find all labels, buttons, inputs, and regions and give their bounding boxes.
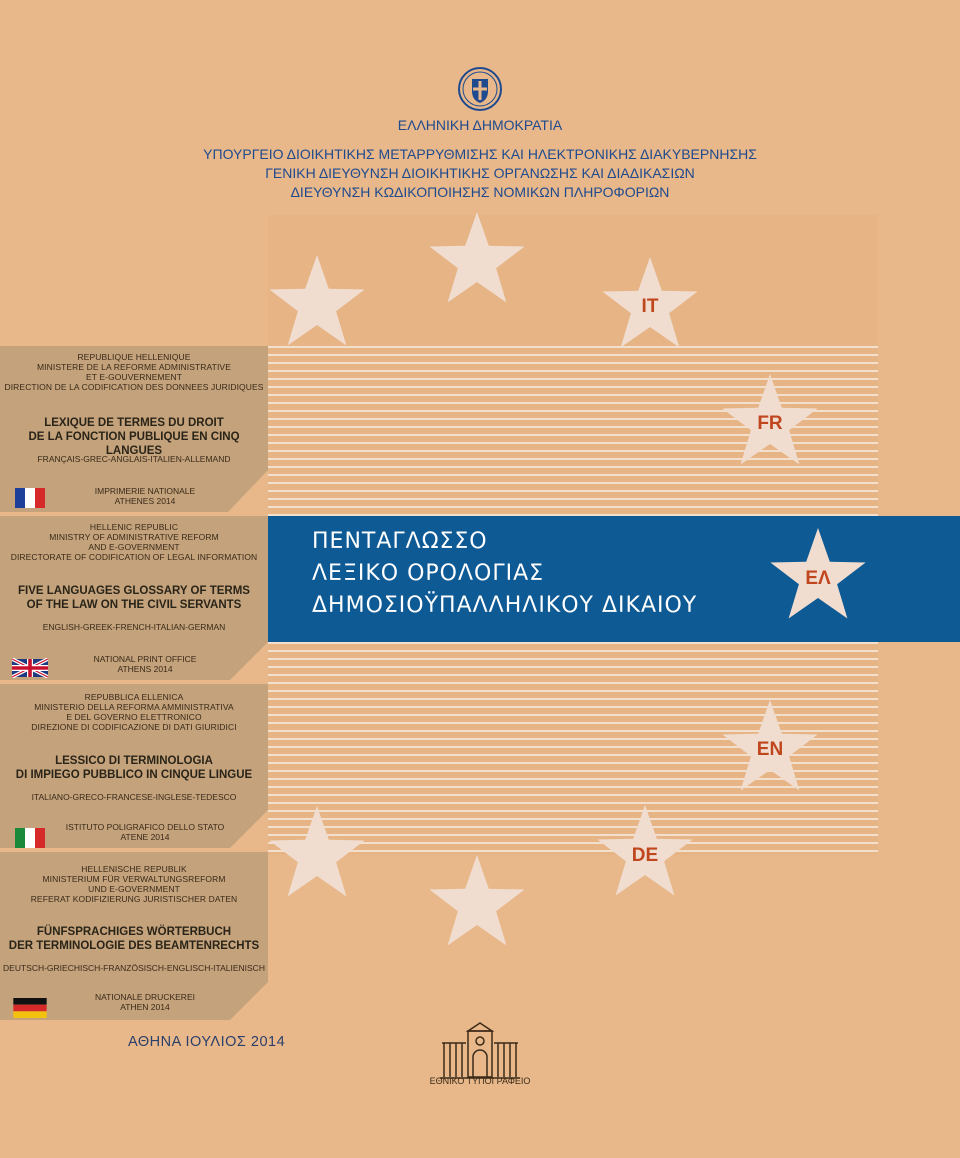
printer-line: ATHENS 2014 [117,664,173,674]
agency-line: DIREZIONE DI CODIFICAZIONE DI DATI GIURIDICI [31,722,237,732]
star-icon [269,255,364,346]
panel-languages: FRANÇAIS-GREC-ANGLAIS-ITALIEN-ALLEMAND [37,454,231,464]
star-label-fr: FR [757,413,783,434]
banner-line: ΛΕΞΙΚΟ ΟΡΟΛΟΓΙΑΣ [312,561,545,586]
agency-line: HELLENIC REPUBLIC [89,522,179,532]
banner-line: ΔΗΜΟΣΙΟΫΠΑΛΛΗΛΙΚΟΥ ΔΙΚΑΙΟΥ [312,593,698,618]
panel-languages: DEUTSCH-GRIECHISCH-FRANZÖSISCH-ENGLISCH-ITALIENISCH [3,963,265,973]
title-line: DER TERMINOLOGIE DES BEAMTENRECHTS [8,940,260,952]
agency-line: REPUBBLICA ELLENICA [84,692,184,702]
title-line: OF THE LAW ON THE CIVIL SERVANTS [26,599,242,611]
header-line: ΥΠΟΥΡΓΕΙΟ ΔΙΟΙΚΗΤΙΚΗΣ ΜΕΤΑΡΡΥΘΜΙΣΗΣ ΚΑΙ ΗΛΕΚΤΡΟΝΙΚΗΣ ΔΙΑΚΥΒΕΡΝΗΣΗΣ [203,146,757,162]
printer-logo-label: ΕΘΝΙΚΟ ΤΥΠΟΓΡΑΦΕΙΟ [429,1076,531,1086]
agency-line: DIRECTION DE LA CODIFICATION DES DONNEES JURIDIQUES [4,382,264,392]
star-icon [429,855,524,946]
printer-line: IMPRIMERIE NATIONALE [94,486,196,496]
header-line: ΔΙΕΥΘΥΝΣΗ ΚΩΔΙΚΟΠΟΙΗΣΗΣ ΝΟΜΙΚΩΝ ΠΛΗΡΟΦΟΡΙΩΝ [290,184,670,200]
title-line: DI IMPIEGO PUBBLICO IN CINQUE LINGUE [15,769,253,781]
agency-line: MINISTERE DE LA REFORME ADMINISTRATIVE [37,362,231,372]
title-line: LESSICO DI TERMINOLOGIA [55,755,213,767]
star-label-el: ΕΛ [805,568,831,589]
star-label-it: IT [641,296,659,317]
agency-line: UND E-GOVERNMENT [88,884,180,894]
agency-line: REFERAT KODIFIZIERUNG JURISTISCHER DATEN [30,894,238,904]
panel-languages: ITALIANO-GRECO-FRANCESE-INGLESE-TEDESCO [31,792,237,802]
printer-line: NATIONAL PRINT OFFICE [93,654,197,664]
title-line: FIVE LANGUAGES GLOSSARY OF TERMS [18,585,250,597]
printer-line: ISTITUTO POLIGRAFICO DELLO STATO [65,822,225,832]
header-line: ΓΕΝΙΚΗ ΔΙΕΥΘΥΝΣΗ ΔΙΟΙΚΗΤΙΚΗΣ ΟΡΓΑΝΩΣΗΣ ΚΑΙ ΔΙΑΔΙΚΑΣΙΩΝ [265,165,695,181]
banner-line: ΠΕΝΤΑΓΛΩΣΣΟ [312,529,488,554]
star-label-en: EN [756,739,784,760]
agency-line: AND E-GOVERNMENT [88,542,180,552]
header-line: ΕΛΛΗΝΙΚΗ ΔΗΜΟΚΡΑΤΙΑ [397,117,563,133]
agency-line: HELLENISCHE REPUBLIK [81,864,187,874]
agency-line: MINISTERIO DELLA REFORMA AMMINISTRATIVA [34,702,234,712]
printer-line: NATIONALE DRUCKEREI [95,992,195,1002]
printer-line: ATENE 2014 [120,832,170,842]
title-line: FÜNFSPRACHIGES WÖRTERBUCH [36,926,232,938]
title-line: DE LA FONCTION PUBLIQUE EN CINQ LANGUES [28,431,240,457]
printer-line: ATHEN 2014 [120,1002,170,1012]
star-label-de: DE [631,845,659,866]
star-icon [269,806,364,897]
panel-languages: ENGLISH-GREEK-FRENCH-ITALIAN-GERMAN [42,622,226,632]
printer-line: ATHENES 2014 [114,496,176,506]
agency-line: E DEL GOVERNO ELETTRONICO [66,712,202,722]
agency-line: MINISTERIUM FÜR VERWALTUNGSREFORM [42,874,226,884]
title-line: LEXIQUE DE TERMES DU DROIT [44,417,224,429]
agency-line: DIRECTORATE OF CODIFICATION OF LEGAL INFORMATION [10,552,258,562]
agency-line: ET E-GOUVERNEMENT [86,372,182,382]
footer-date: ΑΘΗΝΑ ΙΟΥΛΙΟΣ 2014 [128,1034,286,1050]
agency-line: MINISTRY OF ADMINISTRATIVE REFORM [49,532,219,542]
star-icon [429,212,524,303]
agency-line: REPUBLIQUE HELLENIQUE [77,352,191,362]
